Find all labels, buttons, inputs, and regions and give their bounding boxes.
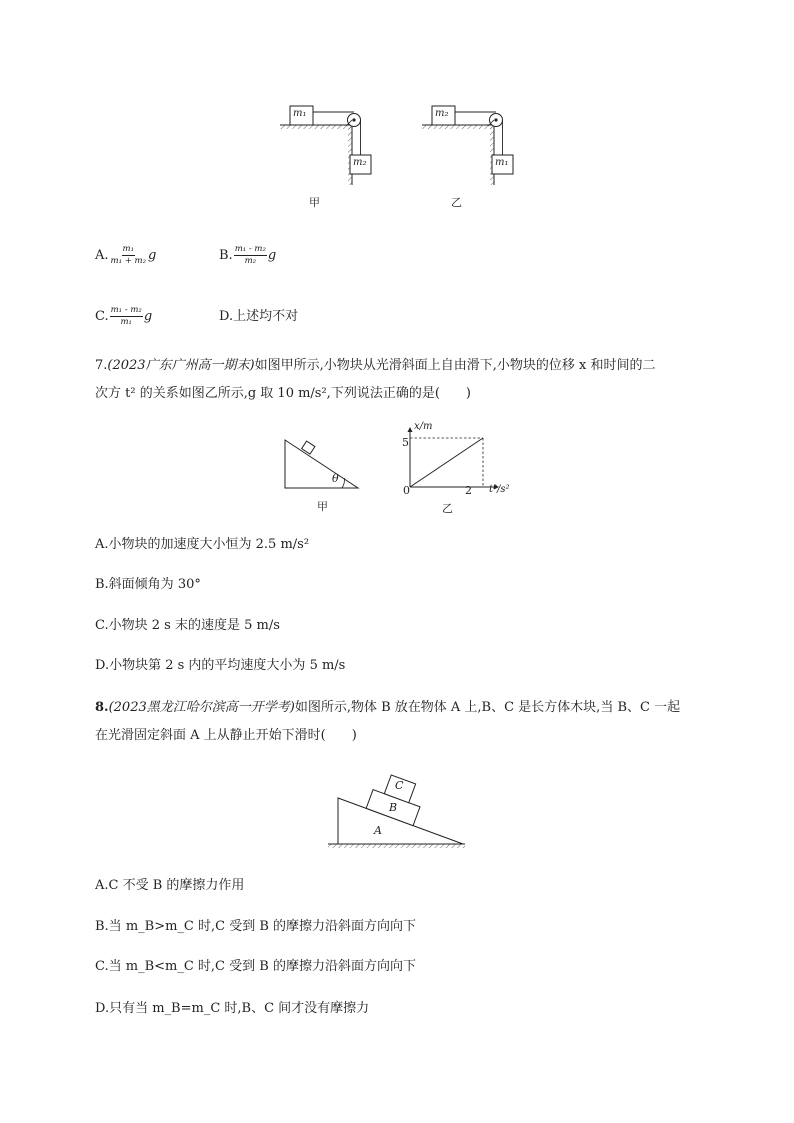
caption-yi: 乙 [451, 196, 462, 209]
q7-incline-figure [280, 430, 365, 495]
q7-caption-jia: 甲 [317, 500, 328, 513]
caption-jia: 甲 [309, 196, 320, 209]
q7-source: (2023广东广州高一期末) [107, 358, 255, 373]
q8-option-d: D.只有当 m_B=m_C 时,B、C 间才没有摩擦力 [95, 1001, 370, 1016]
q7-number: 7. [95, 358, 108, 373]
q8-option-b: B.当 m_B>m_C 时,C 受到 B 的摩擦力沿斜面方向向下 [95, 919, 417, 934]
q8-stem-line2: 在光滑固定斜面 A 上从静止开始下滑时( ) [95, 728, 357, 743]
q6-option-a: A. $\frac{\text{m₁}}{\text{m₁ + m₂}}$ g [95, 244, 157, 266]
q8-label-b: B [389, 801, 398, 814]
q6-option-d: D.上述均不对 [219, 309, 299, 324]
incline-triangle [285, 440, 358, 488]
q8-line1 [95, 699, 680, 717]
q7-x-tick-2: 2 [465, 484, 472, 497]
q7-y-tick-5: 5 [402, 436, 409, 449]
q7-option-c: C.小物块 2 s 末的速度是 5 m/s [95, 618, 280, 633]
q7-x-axis-label: t²/s² [489, 484, 510, 495]
label-top-mass-right: m₂ [435, 108, 449, 119]
q8-number: 8. [95, 700, 109, 715]
q8-label-a: A [374, 824, 382, 837]
q7-caption-yi: 乙 [442, 502, 453, 515]
q7-angle-label: θ [332, 472, 339, 485]
label-hanging-mass-right: m₁ [495, 157, 509, 168]
q8-source: (2023黑龙江哈尔滨高一开学考) [108, 700, 295, 715]
q7-option-a: A.小物块的加速度大小恒为 2.5 m/s² [95, 537, 310, 552]
q7-option-d: D.小物块第 2 s 内的平均速度大小为 5 m/s [95, 658, 346, 673]
q8-option-a: A.C 不受 B 的摩擦力作用 [95, 878, 245, 893]
q7-origin: 0 [403, 484, 410, 497]
q8-stem-line1: 如图所示,物体 B 放在物体 A 上,B、C 是长方体木块,当 B、C 一起 [294, 700, 681, 715]
q7-stem-line2: 次方 t² 的关系如图乙所示,g 取 10 m/s²,下列说法正确的是( ) [95, 386, 471, 401]
q7-option-b: B.斜面倾角为 30° [95, 577, 201, 592]
q7-series-line [410, 438, 483, 487]
label-top-mass-left: m₁ [293, 108, 307, 119]
q8-label-c: C [395, 779, 404, 792]
q6-option-b: B. $\frac{\text{m₁ - m₂}}{\text{m₂}}$ g [219, 244, 277, 266]
label-hanging-mass-left: m₂ [353, 157, 367, 168]
q7-y-axis-label: x/m [414, 421, 433, 432]
q6-option-c: C. $\frac{\text{m₁ - m₂}}{\text{m₁}}$ g [95, 305, 153, 327]
q7-line1 [95, 357, 656, 375]
q7-stem-line1: 如图甲所示,小物块从光滑斜面上自由滑下,小物块的位移 x 和时间的二 [254, 358, 656, 373]
q8-option-c: C.当 m_B<m_C 时,C 受到 B 的摩擦力沿斜面方向向下 [95, 959, 416, 974]
